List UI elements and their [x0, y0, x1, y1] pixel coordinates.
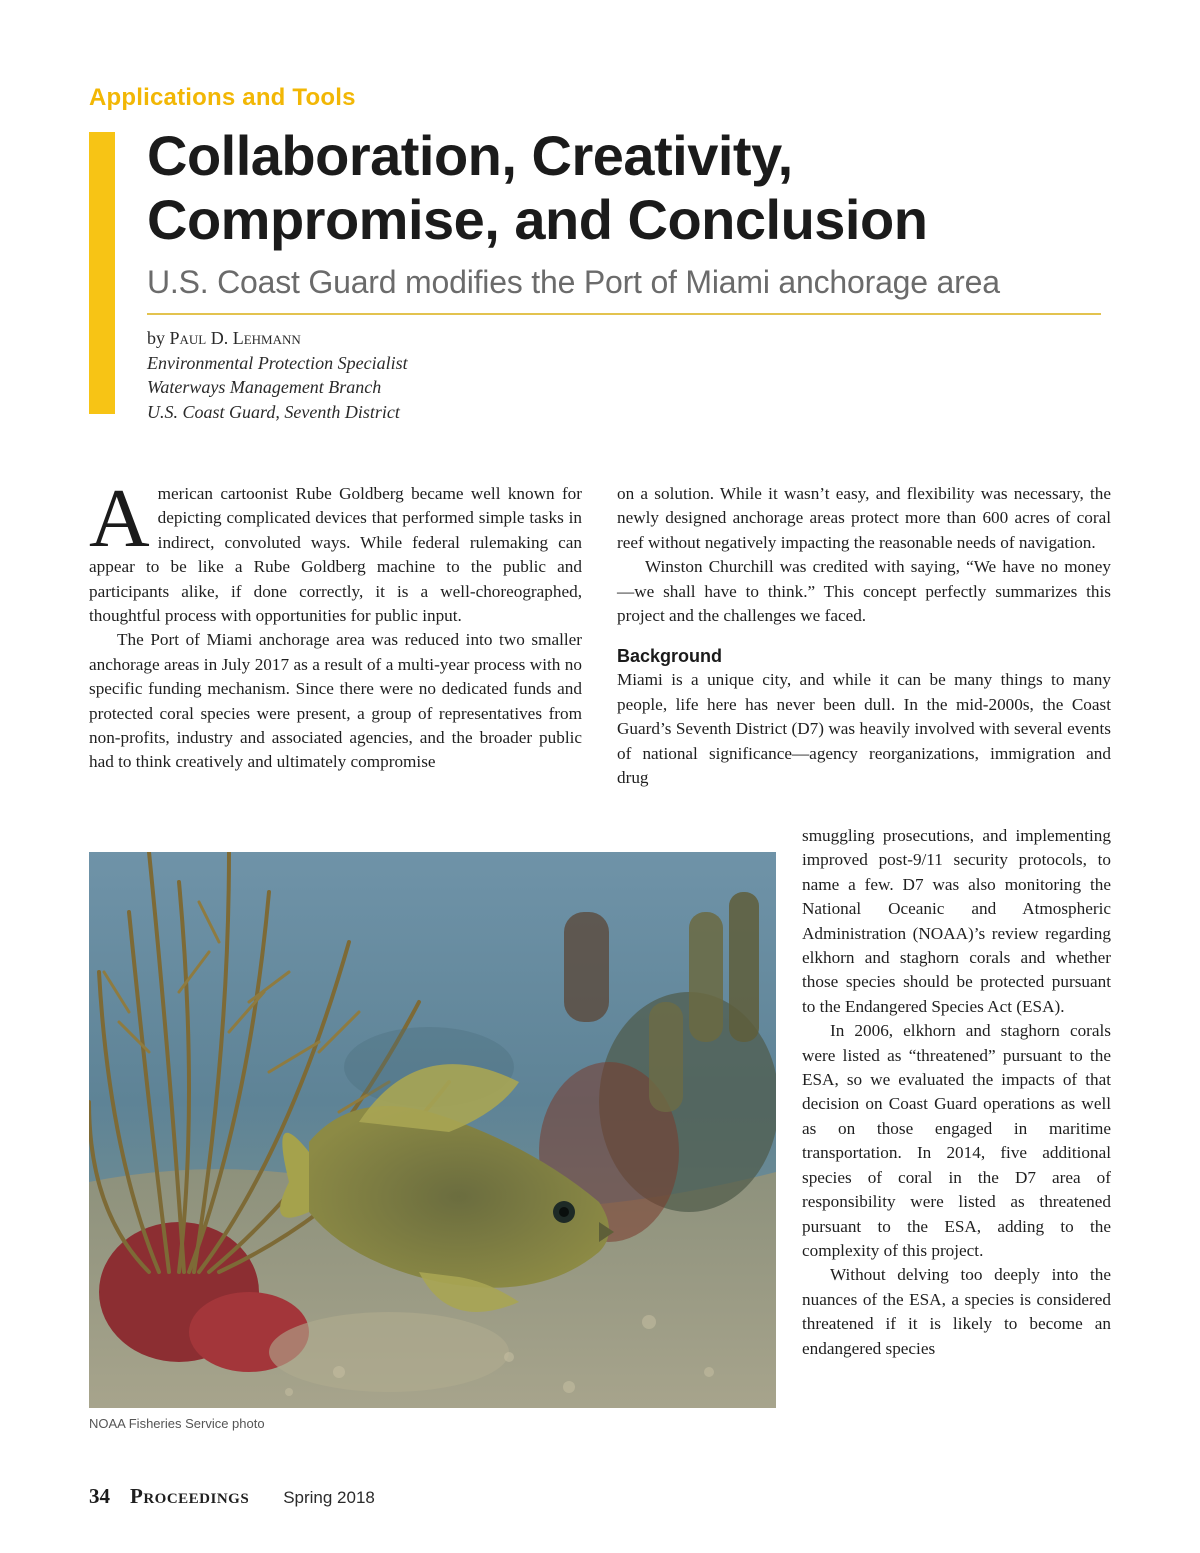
photo-caption: NOAA Fisheries Service photo	[89, 1416, 265, 1431]
dropcap: A	[89, 472, 150, 565]
author-name: Paul D. Lehmann	[169, 328, 301, 348]
paragraph: In 2006, elkhorn and staghorn corals were listed as “threatened” pursuant to the ESA, so we evaluated the impacts of that decision on Coast Guard operations as well as on those engaged in maritime transportation. In 2014, five additional species of coral in the D7 area of responsibility were listed as threatened pursuant to the ESA, adding to the complexity of this project.	[802, 1021, 1111, 1260]
byline-author-line	[147, 326, 408, 351]
article-subtitle: U.S. Coast Guard modifies the Port of Miami anchorage area	[147, 264, 1000, 300]
coral-reef-photo	[89, 852, 776, 1408]
author-branch: Waterways Management Branch	[147, 377, 382, 397]
section-heading-background: Background	[617, 646, 723, 667]
publication-name: Proceedings	[130, 1484, 250, 1508]
column-right	[617, 482, 1111, 790]
title-rule	[147, 313, 1101, 315]
paragraph-intro-text: merican cartoonist Rube Goldberg became well known for depicting complicated devices that performed simple tasks in indirect, convoluted ways. While federal rulemaking can appear to be like a Rube Goldberg machine to the public and participants alike, if done correctly, it is a well-choreographed, thoughtful process with opportunities for public input.	[89, 484, 582, 626]
paragraph-continued: smuggling prosecutions, and implementing improved post-9/11 security protocols, to name a few. D7 was also monitoring the National Oceanic and Atmospheric Administration (NOAA)’s review regarding elkhorn and staghorn corals and whether those species should be protected pursuant to the Endangered Species Act (ESA).	[802, 826, 1111, 1016]
section-label: Applications and Tools	[89, 84, 356, 111]
paragraph-intro	[89, 472, 582, 628]
author-role: Environmental Protection Specialist	[147, 352, 408, 373]
paragraph: Without delving too deeply into the nuances of the ESA, a species is considered threatened if it is likely to become an endangered species	[802, 1265, 1111, 1358]
accent-bar	[89, 132, 115, 414]
byline-prefix: by	[147, 328, 165, 348]
issue-date: Spring 2018	[283, 1488, 375, 1507]
byline	[147, 326, 408, 424]
column-right-narrow	[802, 824, 1111, 1361]
article-title: Collaboration, Creativity, Compromise, and Conclusion	[147, 124, 928, 251]
column-left	[89, 472, 582, 775]
page-footer	[89, 1484, 375, 1509]
paragraph: on a solution. While it wasn’t easy, and flexibility was necessary, the newly designed anchorage areas protect more than 600 acres of coral reef without negatively impacting the reasonable needs of navigation.	[617, 484, 1111, 552]
author-unit: U.S. Coast Guard, Seventh District	[147, 401, 400, 422]
page-number: 34	[89, 1484, 110, 1508]
paragraph: The Port of Miami anchorage area was reduced into two smaller anchorage areas in July 2017 as a result of a multi-year process with no specific funding mechanism. Since there were no dedicated funds and protected coral species were present, a group of representatives from non-profits, industry and associated agencies, and the broader public had to think creatively and ultimately compromise	[89, 630, 582, 772]
paragraph: Winston Churchill was credited with saying, “We have no money—we shall have to think.” This concept perfectly summarizes this project and the challenges we faced.	[617, 557, 1111, 626]
paragraph: Miami is a unique city, and while it can be many things to many people, life here has never been dull. In the mid-2000s, the Coast Guard’s Seventh District (D7) was heavily involved with several events of national significance—agency reorganizations, immigration and drug	[617, 670, 1111, 788]
